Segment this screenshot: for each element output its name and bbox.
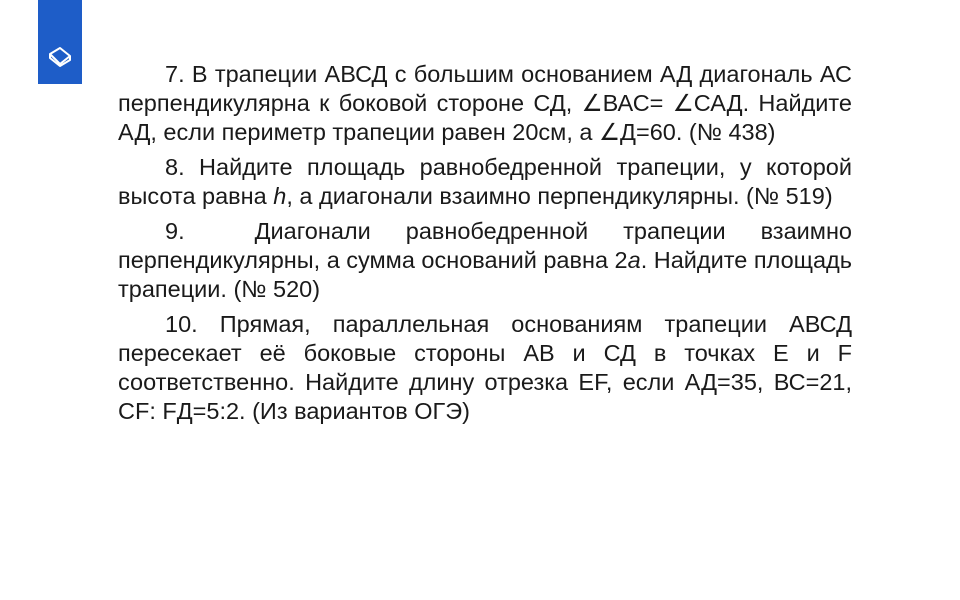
- problem-10-text: 10. Прямая, параллельная основаниям трапеции АВСД пересекает её боковые стороны АВ и СД в точках Е и F соответственно. Найдите длину отрезка EF, если АД=35, ВС=21, CF: FД=5:2. (Из вариантов ОГЭ): [118, 311, 852, 424]
- problem-8-text-after: , а диагонали взаимно перпендикулярны. (№ 519): [286, 183, 833, 209]
- problem-8: [118, 153, 852, 211]
- book-icon: [47, 44, 73, 70]
- problem-9: [118, 217, 859, 304]
- problem-8-text-before: 8. Найдите площадь равнобедренной трапеции, у которой высота равна: [118, 154, 852, 209]
- problem-9-text-before: 9. Диагонали равнобедренной трапеции взаимно перпендикулярны, а сумма оснований равна 2: [118, 218, 859, 273]
- problem-9-text-after: . Найдите площадь трапеции. (№ 520): [118, 247, 852, 302]
- problem-10: [118, 310, 852, 426]
- problem-list: [118, 60, 859, 432]
- brand-accent-bar: [38, 0, 82, 84]
- problem-8-variable: h: [273, 183, 287, 209]
- problem-7-text: 7. В трапеции АВСД с большим основанием АД диагональ АС перпендикулярна к боковой стороне СД, ∠ВАС= ∠САД. Найдите АД, если периметр трапеции равен 20см, а ∠Д=60. (№ 438): [118, 61, 852, 145]
- problem-7: [118, 60, 852, 147]
- problem-9-variable: a: [627, 247, 641, 273]
